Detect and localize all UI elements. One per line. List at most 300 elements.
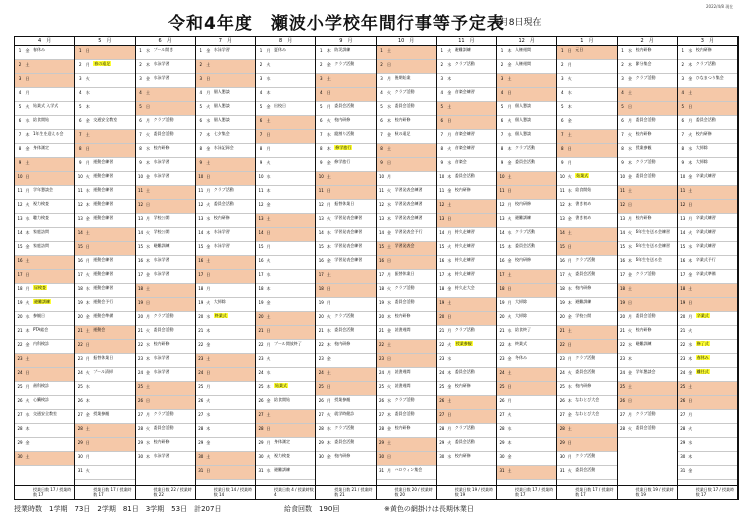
weekday: 土 — [266, 216, 271, 221]
day-row — [196, 242, 255, 256]
weekday: 水 — [266, 370, 271, 375]
weekday: 月 — [688, 412, 693, 417]
day-number: 10 — [258, 174, 264, 179]
day-row — [196, 88, 255, 102]
day-row — [618, 88, 677, 102]
weekday: 水 — [206, 412, 211, 417]
day-number: 7 — [18, 132, 22, 137]
day-row — [377, 60, 436, 74]
day-number: 29 — [499, 440, 505, 445]
weekday: 月 — [447, 132, 452, 137]
day-event: 節分集会 — [635, 61, 652, 66]
day-event: 出校日 — [274, 103, 286, 108]
day-number: 1 — [681, 48, 685, 53]
day-event: クラブ活動 — [394, 89, 415, 94]
weekday: 水 — [387, 300, 391, 305]
day-number: 27 — [619, 412, 626, 417]
day-number: 30 — [198, 454, 204, 459]
day-row — [497, 368, 556, 382]
day-number: 19 — [378, 300, 385, 305]
weekday: 土 — [447, 104, 452, 109]
weekday: 木 — [206, 132, 211, 137]
day-row — [557, 60, 616, 74]
day-event: 人権週間 — [515, 47, 531, 52]
day-row — [75, 130, 134, 144]
day-number: 1 — [500, 48, 504, 53]
weekday: 月 — [25, 384, 30, 389]
day-row — [678, 88, 737, 102]
weekday: 火 — [85, 272, 90, 277]
day-event: 校内研修 — [213, 215, 230, 220]
day-event: 尿検査 — [34, 285, 46, 290]
weekday: 金 — [25, 244, 30, 249]
day-row — [618, 102, 677, 116]
day-number: 9 — [440, 160, 444, 165]
day-number: 19 — [198, 300, 204, 305]
day-row — [136, 130, 195, 144]
day-row — [15, 424, 74, 438]
weekday: 土 — [387, 146, 391, 151]
weekday: 日 — [206, 370, 211, 375]
day-number: 9 — [621, 160, 624, 165]
day-row — [316, 312, 375, 326]
weekday: 火 — [266, 454, 271, 459]
weekday: 木 — [206, 230, 211, 235]
day-row — [557, 340, 616, 354]
day-event: 個人懇談 — [213, 117, 230, 122]
day-event: 元日 — [575, 47, 584, 52]
day-row — [377, 116, 436, 130]
weekday: 月 — [85, 454, 90, 459]
day-row — [316, 256, 375, 270]
weekday: 木 — [567, 202, 572, 207]
weekday: 水 — [447, 160, 452, 165]
day-row — [678, 340, 737, 354]
month-header: 9 月 — [316, 37, 375, 46]
day-number: 31 — [680, 468, 686, 473]
weekday: 日 — [326, 90, 331, 95]
day-number: 18 — [17, 286, 23, 291]
weekday: 水 — [146, 342, 150, 347]
day-number: 3 — [18, 76, 22, 81]
day-row — [618, 396, 677, 410]
day-number: 4 — [560, 90, 564, 95]
day-row — [316, 298, 375, 312]
day-row — [75, 284, 134, 298]
footer-note: ※黄色の網掛けは長期休業日 — [384, 505, 474, 513]
weekday: 金 — [688, 272, 693, 277]
day-row — [75, 256, 134, 270]
day-number: 10 — [619, 174, 626, 179]
month-summary: 授業日数 17 / 授業時数 17 — [557, 485, 616, 499]
day-event: 終業式 — [515, 341, 527, 346]
day-number: 12 — [198, 202, 204, 207]
weekday: 日 — [206, 76, 211, 81]
day-event: プール清掃 — [93, 369, 114, 374]
day-row — [497, 312, 556, 326]
day-number: 19 — [439, 300, 445, 305]
day-row — [497, 438, 556, 452]
weekday: 火 — [628, 230, 632, 235]
day-number: 10 — [198, 174, 204, 179]
day-number: 8 — [319, 146, 323, 151]
day-number: 17 — [499, 272, 505, 277]
day-event: 読書週間 — [394, 383, 411, 388]
weekday: 火 — [326, 216, 331, 221]
weekday: 日 — [266, 132, 271, 137]
day-event: 委員会活動 — [695, 117, 716, 122]
day-number: 22 — [17, 342, 23, 347]
weekday: 月 — [507, 300, 512, 305]
day-row — [136, 326, 195, 340]
day-row — [196, 74, 255, 88]
weekday: 火 — [85, 370, 90, 375]
weekday: 金 — [447, 90, 452, 95]
day-event: 委員会活動 — [394, 299, 415, 304]
day-number: 24 — [258, 370, 264, 375]
weekday: 金 — [447, 286, 452, 291]
day-event: 委員会活動 — [153, 131, 174, 136]
day-number: 20 — [439, 314, 445, 319]
weekday: 月 — [326, 104, 331, 109]
day-number: 10 — [499, 174, 505, 179]
day-row — [497, 466, 556, 480]
weekday: 日 — [146, 398, 150, 403]
day-row — [316, 340, 375, 354]
weekday: 水 — [447, 454, 452, 459]
weekday: 火 — [146, 132, 150, 137]
weekday: 土 — [326, 370, 331, 375]
weekday: 金 — [567, 314, 572, 319]
weekday: 月 — [628, 216, 632, 221]
day-number: 18 — [680, 286, 686, 291]
day-row — [618, 284, 677, 298]
weekday: 日 — [628, 104, 632, 109]
day-row — [497, 144, 556, 158]
day-number: 25 — [137, 384, 144, 389]
day-number: 25 — [258, 384, 264, 389]
day-number: 13 — [378, 216, 385, 221]
weekday: 土 — [447, 202, 452, 207]
day-number: 3 — [78, 76, 82, 81]
day-number: 27 — [77, 412, 83, 417]
day-number: 25 — [559, 384, 565, 389]
day-number: 18 — [137, 286, 144, 291]
day-number: 26 — [439, 398, 445, 403]
day-event: 始業式 入学式 — [33, 103, 59, 108]
day-row — [437, 116, 496, 130]
day-event: 運動会練習 — [93, 173, 114, 178]
weekday: 月 — [326, 300, 331, 305]
day-event: 大掃除 — [515, 313, 527, 318]
day-event: 避難訓練 — [515, 215, 531, 220]
day-number: 23 — [198, 356, 204, 361]
weekday: 金 — [146, 370, 150, 375]
month-header: 7 月 — [196, 37, 255, 46]
weekday: 金 — [507, 258, 512, 263]
weekday: 日 — [447, 314, 452, 319]
weekday: 金 — [447, 384, 452, 389]
day-event: 運動会練習 — [93, 257, 114, 262]
weekday: 月 — [146, 412, 150, 417]
day-row — [618, 200, 677, 214]
day-row — [15, 270, 74, 284]
day-event: 委員会活動 — [635, 173, 656, 178]
weekday: 金 — [688, 174, 693, 179]
day-number: 17 — [77, 272, 83, 277]
day-number: 7 — [681, 132, 685, 137]
day-event: 委員会活動 — [454, 439, 475, 444]
day-row — [196, 214, 255, 228]
weekday: 火 — [326, 412, 331, 417]
day-event: 離任式 — [696, 369, 709, 374]
weekday: 日 — [85, 48, 90, 53]
day-number: 30 — [499, 454, 505, 459]
day-row — [196, 312, 255, 326]
weekday: 日 — [688, 104, 693, 109]
day-row — [678, 130, 737, 144]
day-event: 心臓検診 — [33, 397, 49, 402]
day-row — [377, 438, 436, 452]
day-event: 委員会活動 — [515, 243, 535, 248]
weekday: 火 — [567, 76, 572, 81]
day-event: 学年懇談会 — [33, 187, 53, 192]
day-number: 16 — [198, 258, 204, 263]
day-number: 20 — [559, 314, 565, 319]
day-event: クラブ活動 — [334, 61, 355, 66]
day-number: 10 — [137, 174, 144, 179]
day-row — [437, 158, 496, 172]
weekday: 日 — [326, 286, 331, 291]
day-row — [316, 60, 375, 74]
weekday: 土 — [628, 286, 632, 291]
day-number: 6 — [199, 118, 203, 123]
day-number: 15 — [17, 244, 23, 249]
day-event: 交通安全教室 — [33, 411, 57, 416]
weekday: 木 — [85, 104, 90, 109]
day-event: プール開き — [153, 47, 174, 52]
day-row — [316, 46, 375, 60]
day-number: 11 — [680, 188, 686, 193]
weekday: 木 — [688, 454, 693, 459]
weekday: 月 — [387, 468, 391, 473]
weekday: 月 — [688, 314, 693, 319]
day-row — [377, 228, 436, 242]
day-number: 19 — [318, 300, 324, 305]
day-event: クラブ活動 — [454, 61, 475, 66]
day-row — [377, 368, 436, 382]
day-number: 23 — [559, 356, 565, 361]
weekday: 土 — [146, 286, 150, 291]
day-number: 21 — [318, 328, 324, 333]
day-row — [618, 382, 677, 396]
weekday: 火 — [507, 314, 512, 319]
day-event: 校内研修 — [153, 341, 170, 346]
day-number: 22 — [680, 342, 686, 347]
day-event: 学習発表会練習 — [334, 243, 363, 248]
day-row — [557, 438, 616, 452]
day-number: 2 — [380, 62, 383, 67]
weekday: 月 — [266, 146, 271, 151]
month-summary: 授業日数 22 / 授業時数 22 — [136, 485, 195, 499]
day-number: 27 — [439, 412, 445, 417]
day-event: 水泳学習 — [153, 369, 170, 374]
day-number: 12 — [559, 202, 565, 207]
day-row — [557, 228, 616, 242]
day-number: 17 — [137, 272, 144, 277]
weekday: 金 — [387, 132, 391, 137]
day-number: 7 — [440, 132, 444, 137]
day-number: 13 — [318, 216, 324, 221]
day-number: 18 — [258, 286, 264, 291]
weekday: 木 — [326, 146, 331, 151]
day-row — [377, 172, 436, 186]
day-row — [377, 354, 436, 368]
weekday: 火 — [206, 202, 211, 207]
day-event: 春休み — [33, 47, 45, 52]
day-number: 31 — [77, 468, 83, 473]
weekday: 水 — [447, 62, 452, 67]
day-number: 14 — [499, 230, 505, 235]
weekday: 日 — [25, 272, 30, 277]
day-row — [256, 60, 315, 74]
day-number: 17 — [198, 272, 204, 277]
day-number: 15 — [258, 244, 264, 249]
weekday: 木 — [266, 90, 271, 95]
day-event: 運動会練習 — [93, 187, 114, 192]
weekday: 月 — [628, 118, 632, 123]
weekday: 金 — [85, 118, 90, 123]
day-event: クラブ活動 — [635, 75, 656, 80]
weekday: 金 — [447, 188, 452, 193]
day-event: 委員会活動 — [334, 103, 355, 108]
weekday: 火 — [567, 174, 572, 179]
weekday: 水 — [85, 90, 90, 95]
day-event: 委員会活動 — [575, 271, 596, 276]
weekday: 金 — [326, 62, 331, 67]
weekday: 木 — [326, 440, 331, 445]
month-header: 4 月 — [15, 37, 74, 46]
day-number: 3 — [500, 76, 504, 81]
header — [0, 0, 741, 36]
day-row — [678, 354, 737, 368]
day-event: 委員会活動 — [213, 201, 234, 206]
weekday: 土 — [628, 384, 632, 389]
day-row — [377, 312, 436, 326]
weekday: 土 — [326, 174, 331, 179]
day-event: 卒業式準備 — [695, 271, 716, 276]
day-row — [196, 158, 255, 172]
day-number: 7 — [500, 132, 504, 137]
day-event: 夏休み — [274, 47, 286, 52]
day-number: 8 — [199, 146, 203, 151]
day-row — [75, 340, 134, 354]
day-row — [377, 466, 436, 480]
day-event: 水泳学習 — [153, 355, 170, 360]
day-event: 水泳学習 — [153, 453, 170, 458]
weekday: 月 — [567, 258, 572, 263]
weekday: 土 — [206, 160, 211, 165]
day-number: 24 — [680, 370, 686, 375]
day-event: 大掃除 — [695, 159, 708, 164]
day-row — [497, 172, 556, 186]
day-event: クラブ活動 — [454, 327, 475, 332]
day-number: 2 — [621, 62, 624, 67]
month-summary: 授業日数 17 / 授業時数 17 — [75, 485, 134, 499]
day-number: 25 — [619, 384, 626, 389]
day-event: 音楽会 — [454, 159, 467, 164]
day-number: 18 — [439, 286, 445, 291]
day-event: クラブ活動 — [575, 257, 596, 262]
day-row — [678, 256, 737, 270]
day-row — [618, 130, 677, 144]
day-row — [256, 256, 315, 270]
day-number: 22 — [198, 342, 204, 347]
weekday: 土 — [25, 454, 30, 459]
weekday: 木 — [25, 230, 30, 235]
weekday: 水 — [688, 146, 693, 151]
day-row — [256, 340, 315, 354]
day-number: 15 — [198, 244, 204, 249]
day-event: 水泳学習 — [153, 159, 170, 164]
day-row — [256, 228, 315, 242]
day-row — [497, 46, 556, 60]
day-event: 人権週間 — [515, 61, 531, 66]
weekday: 月 — [567, 62, 572, 67]
day-number: 27 — [499, 412, 505, 417]
day-row — [497, 88, 556, 102]
day-event: 振替休業日 — [93, 355, 114, 360]
day-event: 水泳学習 — [213, 243, 230, 248]
weekday: 火 — [146, 426, 150, 431]
weekday: 水 — [507, 230, 512, 235]
weekday: 土 — [326, 76, 331, 81]
day-row — [557, 284, 616, 298]
print-stamp: 2022/4/8 現在 — [706, 4, 734, 9]
day-number: 18 — [198, 286, 204, 291]
weekday: 日 — [628, 300, 632, 305]
day-number: 2 — [199, 62, 203, 67]
day-event: 委員会活動 — [394, 411, 415, 416]
day-number: 9 — [560, 160, 564, 165]
day-number: 18 — [619, 286, 626, 291]
day-number: 1 — [139, 48, 142, 53]
day-event: 委員会活動 — [394, 103, 415, 108]
weekday: 火 — [387, 384, 391, 389]
weekday: 木 — [628, 160, 632, 165]
day-number: 15 — [439, 244, 445, 249]
day-number: 13 — [198, 216, 204, 221]
day-event: 大掃除 — [213, 299, 226, 304]
day-row — [15, 438, 74, 452]
day-row — [678, 368, 737, 382]
day-row — [497, 102, 556, 116]
day-row — [557, 214, 616, 228]
day-number: 13 — [258, 216, 264, 221]
weekday: 金 — [25, 342, 30, 347]
weekday: 月 — [567, 160, 572, 165]
day-event: 校内研修 — [695, 131, 712, 136]
day-number: 30 — [258, 454, 264, 459]
day-row — [377, 46, 436, 60]
weekday: 水 — [206, 216, 211, 221]
day-number: 13 — [17, 216, 23, 221]
weekday: 木 — [447, 174, 452, 179]
day-row — [618, 144, 677, 158]
day-row — [557, 116, 616, 130]
day-row — [196, 172, 255, 186]
day-event: 持久走大会 — [454, 285, 475, 290]
